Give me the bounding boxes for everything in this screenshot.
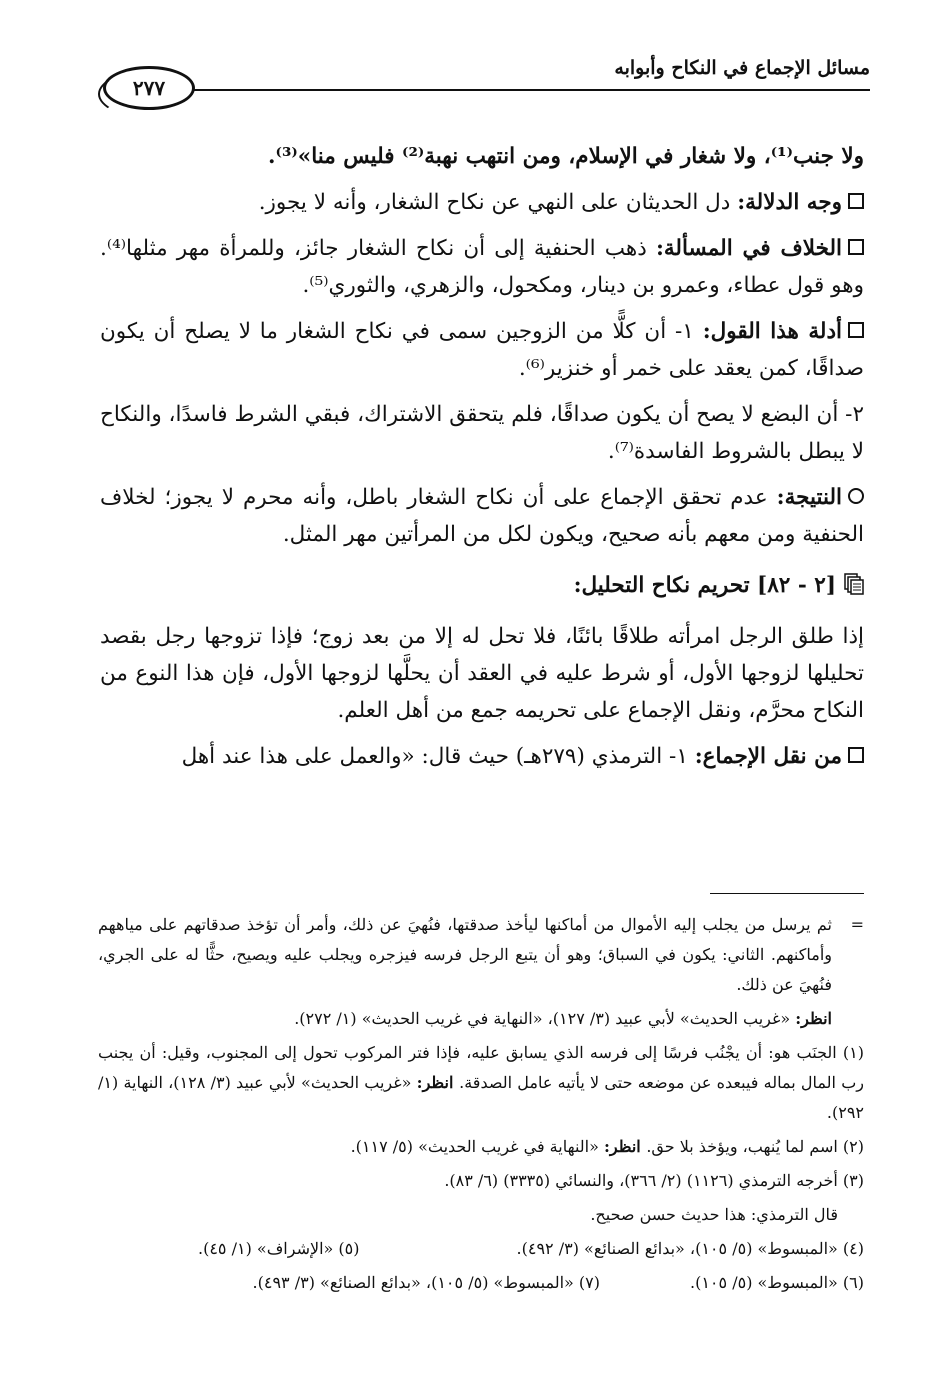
footnote-1 — [98, 1038, 864, 1128]
square-bullet-icon — [848, 747, 864, 763]
paragraph-proofs — [100, 313, 864, 387]
paragraph-disagreement — [100, 230, 864, 304]
document-stack-icon — [844, 573, 864, 595]
square-bullet-icon — [848, 239, 864, 255]
ref-text: «غريب الحديث» لأبي عبيد (٣/ ١٢٨)، النهاية (١/ ٢٩٢). — [98, 1073, 864, 1122]
heading-text: [٢ - ٨٢] تحريم نكاح التحليل: — [573, 573, 836, 598]
paragraph-text: عدم تحقق الإجماع على أن نكاح الشغار باطل، وأنه محرم لا يجوز؛ لخلاف الحنفية ومن معهم بأنه صحيح، ويكون لكل من المرأتين مهر المثل. — [100, 485, 864, 547]
footnote-continuation-ref — [98, 1004, 864, 1034]
ref-label: انظر: — [416, 1073, 460, 1092]
footnote-text: (٢) اسم لما يُنهب، ويؤخذ بلا حق. — [646, 1137, 864, 1156]
footnote-4: (٤) «المبسوط» (٥/ ١٠٥)، «بدائع الصنائع» (٣/ ٤٩٢). — [516, 1239, 864, 1258]
square-bullet-icon — [848, 322, 864, 338]
hadith-line: ولا جنب⁽¹⁾، ولا شغار في الإسلام، ومن انتهب نهبة⁽²⁾ فليس منا»⁽³⁾. — [268, 144, 864, 169]
ref-text: «غريب الحديث» لأبي عبيد (٣/ ١٢٧)، «النهاية في غريب الحديث» (١/ ٢٧٢). — [294, 1009, 796, 1028]
footnote-row-4-5 — [98, 1234, 864, 1264]
section-label: النتيجة: — [776, 485, 842, 510]
footnote-text: (١) الجنَب هو: أن يجْنُب فرسًا إلى فرسه الذي يسابق عليه، فإذا فتر المركوب تحول إلى المجنوب، وقيل: أن يجنب رب المال بماله فيبعده عن موضعه حتى لا يأتيه عامل الصدقة. — [98, 1043, 865, 1092]
section-label: وجه الدلالة: — [737, 190, 842, 215]
ref-text: «النهاية في غريب الحديث» (٥/ ١١٧). — [350, 1137, 604, 1156]
page-number: ٢٧٧ — [132, 76, 166, 100]
footnote-row-6-7 — [98, 1268, 864, 1298]
ref-label: انظر: — [603, 1137, 647, 1156]
footnote-5: (٥) «الإشراف» (١/ ٤٥). — [198, 1239, 360, 1258]
paragraph-evidence — [100, 184, 864, 221]
square-bullet-icon — [848, 193, 864, 209]
paragraph-result — [100, 479, 864, 553]
footnote-separator — [710, 893, 864, 894]
footnotes — [98, 910, 864, 1302]
page-number-badge — [103, 66, 195, 110]
footnote-7: (٧) «المبسوط» (٥/ ١٠٥)، «بدائع الصنائع» (٣/ ٤٩٣). — [252, 1273, 600, 1292]
footnote-6: (٦) «المبسوط» (٥/ ١٠٥). — [690, 1273, 864, 1292]
running-header-title: مسائل الإجماع في النكاح وأبوابه — [614, 57, 870, 79]
paragraph-tahleel: إذا طلق الرجل امرأته طلاقًا بائنًا، فلا تحل له إلا من بعد زوج؛ فإذا تزوجها رجل بقصد تحليلها لزوجها الأول، أو شرط عليه في العقد أن يحلَّها لزوجها الأول، فإن هذا النوع من النكاح محرَّم، ونقل الإجماع على تحريمه جمع من أهل العلم. — [100, 624, 864, 723]
section-label: أدلة هذا القول: — [702, 319, 842, 344]
paragraph-text: دل الحديثان على النهي عن نكاح الشغار، وأنه لا يجوز. — [258, 190, 738, 215]
paragraph-text: ١- الترمذي (٢٧٩هـ) حيث قال: «والعمل على هذا عند أهل — [181, 744, 695, 769]
continuation-marker: = — [850, 915, 864, 934]
footnote-3-note: قال الترمذي: هذا حديث حسن صحيح. — [590, 1205, 838, 1224]
header-rule — [180, 89, 870, 91]
footnote-2 — [98, 1132, 864, 1162]
ref-label: انظر: — [795, 1009, 832, 1028]
paragraph-transmitters — [100, 738, 864, 775]
circle-bullet-icon — [848, 488, 864, 504]
section-label: من نقل الإجماع: — [694, 744, 842, 769]
paragraph-proof-two: ٢- أن البضع لا يصح أن يكون صداقًا، فلم يتحقق الاشتراك، فبقي الشرط فاسدًا، والنكاح لا يبطل بالشروط الفاسدة⁽⁷⁾. — [100, 402, 864, 464]
section-label: الخلاف في المسألة: — [655, 236, 842, 261]
footnote-text: ثم يرسل من يجلب إليه الأموال من أماكنها ليأخذ صدقتها، فنُهيَ عن ذلك، وأمر أن تؤخذ صدقاتهم على مياههم وأماكنهم. الثاني: يكون في السباق؛ وهو أن يتبع الرجل فرسه فيزجره ويجلب عليه ويصيح، حثًّا له على الجري، فنُهيَ عن ذلك. — [98, 915, 832, 994]
footnote-3: (٣) أخرجه الترمذي (١١٢٦) (٢/ ٣٦٦)، والنسائي (٣٣٣٥) (٦/ ٨٣). — [444, 1171, 864, 1190]
main-text — [100, 138, 864, 784]
section-heading — [100, 567, 864, 604]
paragraph-text: ١- أن كلًّا من الزوجين سمى في نكاح الشغار ما لا يصلح أن يكون صداقًا، كمن يعقد على خمر أو خنزير⁽⁶⁾. — [100, 319, 864, 381]
paragraph-text: ذهب الحنفية إلى أن نكاح الشغار جائز، وللمرأة مهر مثلها⁽⁴⁾. وهو قول عطاء، وعمرو بن دينار، ومكحول، والزهري، والثوري⁽⁵⁾. — [100, 236, 864, 298]
footnote-continuation — [98, 910, 864, 1000]
